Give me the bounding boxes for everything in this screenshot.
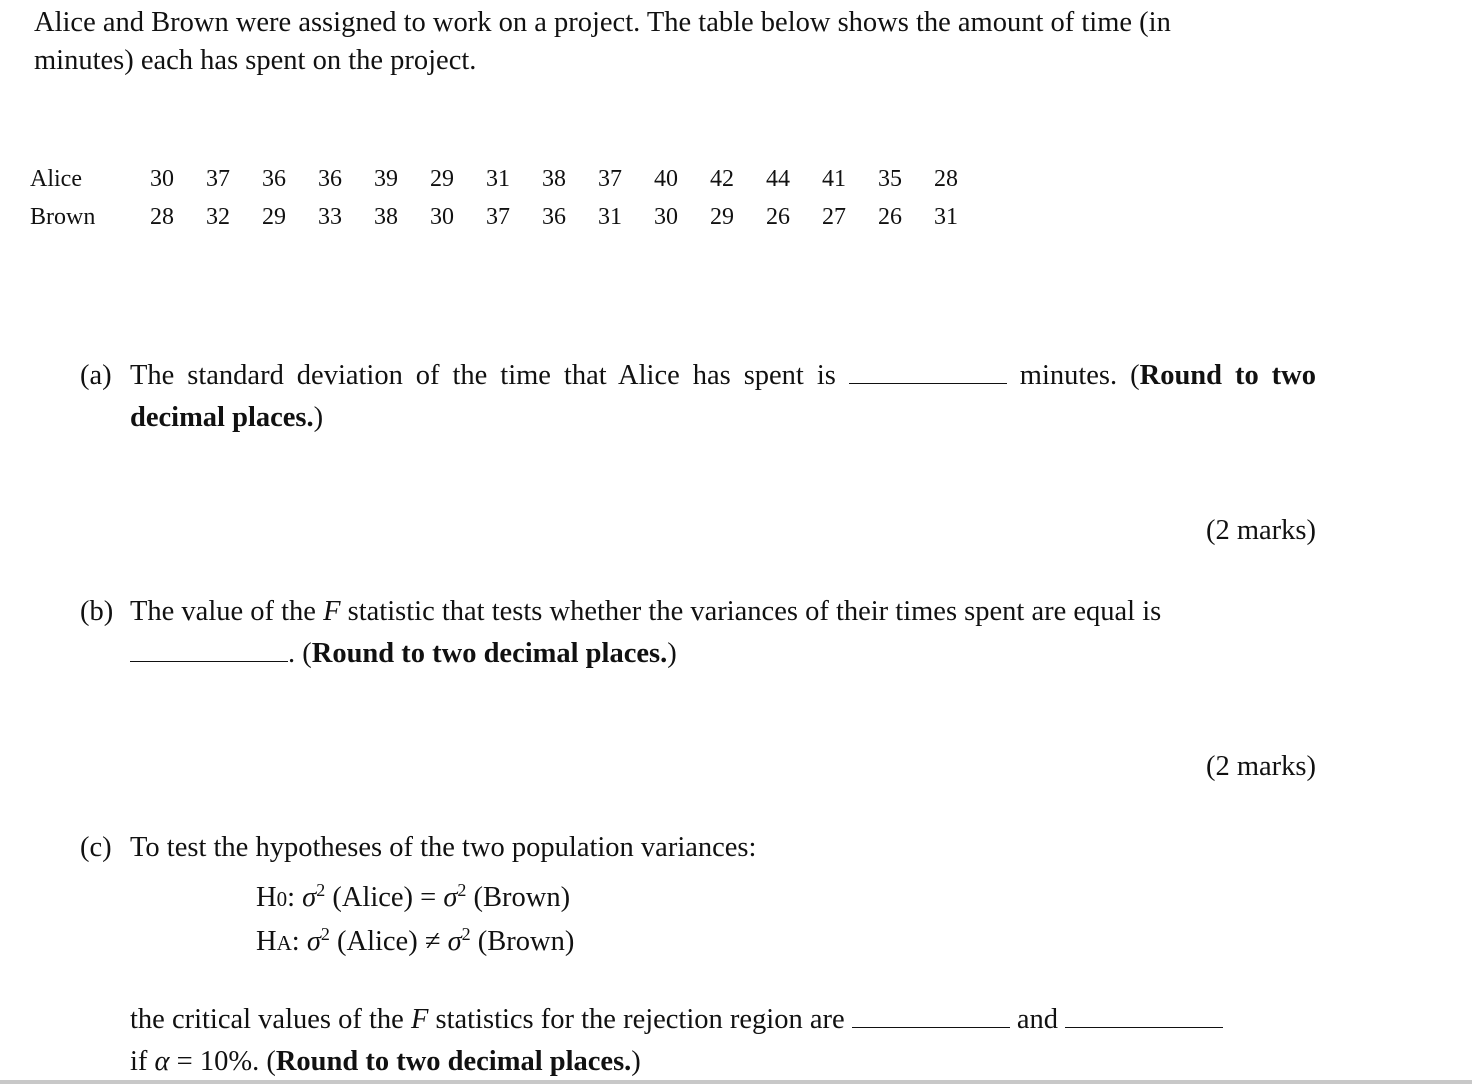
table-cell: 35 xyxy=(878,166,902,192)
alternative-hypothesis xyxy=(256,913,574,964)
alt-hypothesis-brown: (Brown) xyxy=(470,926,575,957)
table-cell: 36 xyxy=(262,166,286,192)
alt-hypothesis-colon: : xyxy=(291,926,307,957)
table-cell: 31 xyxy=(934,204,958,230)
table-cell: 39 xyxy=(374,166,398,192)
answer-blank-b[interactable] xyxy=(130,637,288,662)
question-a-text-after: minutes. ( xyxy=(1006,360,1140,391)
table-cell: 38 xyxy=(542,166,566,192)
question-a-body xyxy=(130,355,1316,439)
critical-if: if xyxy=(130,1046,155,1077)
sigma-symbol: σ xyxy=(306,926,321,957)
alpha-symbol: α xyxy=(154,1046,170,1077)
table-cell: 28 xyxy=(934,166,958,192)
table-cell: 29 xyxy=(430,166,454,192)
time-data-table xyxy=(30,160,990,236)
squared-superscript: 2 xyxy=(320,924,330,944)
table-cell: 33 xyxy=(318,204,342,230)
critical-and: and xyxy=(1009,1004,1066,1035)
answer-blank-c-lower[interactable] xyxy=(852,1003,1010,1028)
critical-values-body xyxy=(130,999,1316,1083)
null-hypothesis-subscript: 0 xyxy=(276,887,288,911)
table-cell: 29 xyxy=(262,204,286,230)
squared-superscript: 2 xyxy=(461,924,471,944)
table-cell: 40 xyxy=(654,166,678,192)
table-cell: 36 xyxy=(318,166,342,192)
table-cell: 27 xyxy=(822,204,846,230)
table-cell: 36 xyxy=(542,204,566,230)
question-c-text: To test the hypotheses of the two population variances: xyxy=(130,832,757,863)
squared-superscript: 2 xyxy=(457,880,467,900)
sigma-symbol: σ xyxy=(447,926,462,957)
alt-hypothesis-alice: (Alice) ≠ xyxy=(329,926,448,957)
table-cell: 28 xyxy=(150,204,174,230)
table-cell: 37 xyxy=(598,166,622,192)
critical-alpha-value: = 10%. ( xyxy=(169,1046,276,1077)
question-b xyxy=(80,591,1316,675)
intro-line-2: minutes) each has spent on the project. xyxy=(34,45,477,76)
table-cell: 37 xyxy=(486,204,510,230)
intro-line-1: Alice and Brown were assigned to work on a project. The table below shows the amount of time (in xyxy=(34,7,1171,38)
null-hypothesis-colon: : xyxy=(287,882,303,913)
table-cell: 30 xyxy=(430,204,454,230)
question-b-text-1: The value of the xyxy=(130,596,324,627)
question-b-body xyxy=(130,591,1316,675)
table-cell: 29 xyxy=(710,204,734,230)
sigma-symbol: σ xyxy=(443,882,458,913)
page-bottom-edge xyxy=(0,1080,1472,1084)
question-a xyxy=(80,355,1316,439)
null-hypothesis-h: H xyxy=(256,882,277,913)
squared-superscript: 2 xyxy=(316,880,326,900)
question-c-round-note: Round to two decimal places. xyxy=(275,1046,632,1077)
alt-hypothesis-h: H xyxy=(256,926,277,957)
answer-blank-c-upper[interactable] xyxy=(1065,1003,1223,1028)
null-hypothesis-brown: (Brown) xyxy=(466,882,571,913)
question-c-close-paren: ) xyxy=(631,1046,641,1077)
question-c xyxy=(80,827,1316,869)
question-a-text: The standard deviation of the time that Alice has spent is xyxy=(130,360,849,391)
table-body xyxy=(30,160,990,236)
null-hypothesis-alice: (Alice) = xyxy=(325,882,444,913)
question-c-critical-values xyxy=(80,999,1316,1083)
question-c-label: (c) xyxy=(80,832,112,863)
critical-text-1: the critical values of the xyxy=(130,1004,411,1035)
question-c-f-variable: F xyxy=(410,1004,429,1035)
question-b-marks: (2 marks) xyxy=(1205,751,1316,782)
question-b-round-note: Round to two decimal places. xyxy=(311,638,668,669)
table-cell: 30 xyxy=(654,204,678,230)
question-a-round-note: Round to two decimal places. xyxy=(130,360,1316,433)
alt-hypothesis-subscript: A xyxy=(276,931,292,955)
table-row-alice xyxy=(30,160,990,198)
table-cell: 31 xyxy=(598,204,622,230)
row-label: Alice xyxy=(30,166,82,192)
table-cell: 26 xyxy=(878,204,902,230)
table-row-brown xyxy=(30,198,990,236)
question-b-text-2: statistic that tests whether the variances of their times spent are equal is xyxy=(340,596,1162,627)
table-cell: 32 xyxy=(206,204,230,230)
question-a-label: (a) xyxy=(80,360,112,391)
table-cell: 31 xyxy=(486,166,510,192)
question-b-f-variable: F xyxy=(323,596,341,627)
table-cell: 30 xyxy=(150,166,174,192)
question-a-marks: (2 marks) xyxy=(1205,515,1316,546)
question-a-close-paren: ) xyxy=(313,402,324,433)
answer-blank-a[interactable] xyxy=(849,359,1007,384)
intro-paragraph xyxy=(34,4,1334,80)
table-cell: 26 xyxy=(766,204,790,230)
question-b-close-paren: ) xyxy=(667,638,677,669)
question-b-text-3: . ( xyxy=(288,638,312,669)
critical-text-2: statistics for the rejection region are xyxy=(428,1004,852,1035)
table-cell: 44 xyxy=(766,166,790,192)
table-cell: 38 xyxy=(374,204,398,230)
table-cell: 42 xyxy=(710,166,734,192)
sigma-symbol: σ xyxy=(302,882,317,913)
table-cell: 37 xyxy=(206,166,230,192)
row-label: Brown xyxy=(30,204,96,230)
table-cell: 41 xyxy=(822,166,846,192)
question-b-label: (b) xyxy=(80,596,114,627)
